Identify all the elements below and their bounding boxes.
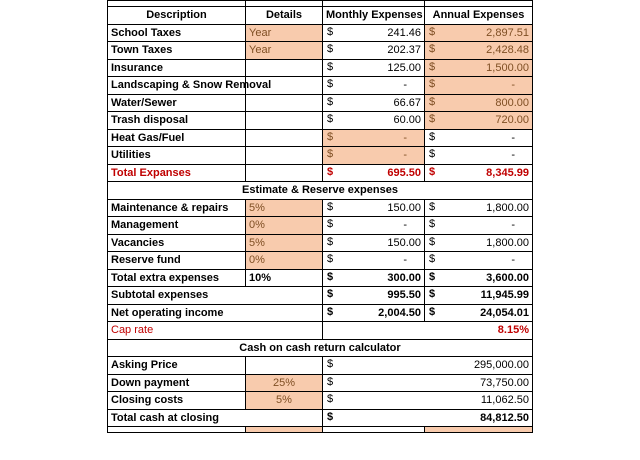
reserve-monthly[interactable] [323, 252, 425, 270]
expense-monthly[interactable] [323, 94, 425, 112]
currency-symbol: $ [327, 270, 334, 283]
expense-annual[interactable] [425, 77, 533, 95]
reserve-label[interactable]: Reserve fund [108, 252, 246, 270]
reserve-pct[interactable]: 0% [246, 252, 323, 270]
currency-symbol: $ [429, 288, 436, 300]
annual-value: 1,800.00 [486, 236, 529, 249]
noi-annual[interactable] [425, 304, 533, 322]
cash-label[interactable]: Asking Price [108, 357, 246, 375]
next-row-strip [108, 427, 533, 433]
monthly-value: 66.67 [393, 96, 421, 109]
reserve-row-vacancies [108, 234, 533, 252]
reserve-label[interactable]: Maintenance & repairs [108, 199, 246, 217]
expense-details[interactable] [246, 59, 323, 77]
subtotal-label[interactable]: Subtotal expenses [108, 287, 323, 305]
total-cash-row [108, 409, 533, 427]
annual-value: 2,897.51 [486, 26, 529, 39]
expense-monthly[interactable] [323, 42, 425, 60]
reserve-annual[interactable] [425, 252, 533, 270]
expense-label[interactable]: Heat Gas/Fuel [108, 129, 246, 147]
currency-symbol: $ [327, 113, 334, 125]
currency-symbol: $ [429, 25, 436, 38]
reserve-annual[interactable] [425, 199, 533, 217]
monthly-value: 202.37 [387, 44, 421, 57]
annual-value: 3,600.00 [486, 271, 529, 284]
total-cash-value[interactable] [323, 409, 533, 427]
monthly-value: - [403, 254, 407, 267]
reserve-monthly[interactable] [323, 234, 425, 252]
cash-pct[interactable] [246, 357, 323, 375]
reserve-label[interactable]: Vacancies [108, 234, 246, 252]
expense-annual[interactable] [425, 147, 533, 165]
currency-symbol: $ [327, 148, 334, 160]
reserve-pct[interactable]: 5% [246, 234, 323, 252]
total-extra-row [108, 269, 533, 287]
currency-symbol: $ [429, 43, 436, 55]
currency-symbol: $ [327, 43, 334, 55]
expense-row-landscaping [108, 77, 533, 95]
total-extra-label[interactable]: Total extra expenses [108, 269, 246, 287]
currency-symbol: $ [327, 358, 334, 370]
currency-symbol: $ [327, 375, 334, 388]
cash-row-down-payment [108, 374, 533, 392]
cap-rate-value[interactable]: 8.15% [323, 322, 533, 340]
reserve-monthly[interactable] [323, 217, 425, 235]
expense-label[interactable]: Water/Sewer [108, 94, 246, 112]
expense-monthly[interactable] [323, 24, 425, 42]
subtotal-annual[interactable] [425, 287, 533, 305]
expense-monthly[interactable] [323, 59, 425, 77]
cash-row-asking-price [108, 357, 533, 375]
expense-label[interactable]: Utilities [108, 147, 246, 165]
expense-monthly[interactable] [323, 77, 425, 95]
cash-amount: 73,750.00 [480, 376, 529, 389]
cash-section-header [108, 339, 533, 357]
total-extra-annual[interactable] [425, 269, 533, 287]
monthly-value: - [403, 149, 407, 162]
subtotal-monthly[interactable] [323, 287, 425, 305]
annual-value: 8,345.99 [486, 166, 529, 179]
expense-row-water-sewer [108, 94, 533, 112]
reserve-section-header [108, 182, 533, 200]
reserve-annual[interactable] [425, 234, 533, 252]
reserve-section-title[interactable]: Estimate & Reserve expenses [108, 182, 533, 200]
expense-monthly[interactable] [323, 112, 425, 130]
expense-annual[interactable] [425, 112, 533, 130]
expense-row-school-taxes [108, 24, 533, 42]
monthly-value: 695.50 [387, 166, 421, 179]
monthly-value: 995.50 [387, 289, 421, 302]
currency-symbol: $ [327, 25, 334, 38]
currency-symbol: $ [429, 253, 436, 265]
currency-symbol: $ [429, 113, 436, 125]
currency-symbol: $ [327, 218, 334, 230]
currency-symbol: $ [429, 165, 436, 178]
monthly-value: - [403, 219, 407, 232]
reserve-pct[interactable]: 5% [246, 199, 323, 217]
annual-value: 1,500.00 [486, 61, 529, 74]
expense-details[interactable] [246, 147, 323, 165]
expense-details[interactable] [246, 94, 323, 112]
header-details[interactable]: Details [246, 7, 323, 25]
currency-symbol: $ [327, 165, 334, 178]
expense-annual[interactable] [425, 59, 533, 77]
monthly-value: 150.00 [387, 201, 421, 214]
currency-symbol: $ [327, 60, 334, 73]
monthly-value: 300.00 [387, 271, 421, 284]
expense-label[interactable]: School Taxes [108, 24, 246, 42]
total-expenses-monthly[interactable] [323, 164, 425, 182]
currency-symbol: $ [429, 95, 436, 108]
expense-annual[interactable] [425, 42, 533, 60]
cash-section-title[interactable]: Cash on cash return calculator [108, 339, 533, 357]
currency-symbol: $ [429, 218, 436, 230]
partial-cell [108, 427, 246, 433]
annual-value: 1,800.00 [486, 201, 529, 214]
annual-value: - [511, 254, 515, 267]
rental-expense-table [107, 0, 533, 433]
total-cash-label[interactable]: Total cash at closing [108, 409, 323, 427]
expense-row-town-taxes [108, 42, 533, 60]
expense-label[interactable]: Insurance [108, 59, 246, 77]
expense-details[interactable] [246, 112, 323, 130]
expense-label[interactable]: Town Taxes [108, 42, 246, 60]
currency-symbol: $ [327, 288, 334, 300]
expense-monthly[interactable] [323, 147, 425, 165]
reserve-annual[interactable] [425, 217, 533, 235]
expense-label[interactable]: Landscaping & Snow Removal [108, 77, 246, 95]
currency-symbol: $ [429, 200, 436, 213]
currency-symbol: $ [429, 78, 436, 90]
currency-symbol: $ [327, 305, 334, 318]
total-extra-monthly[interactable] [323, 269, 425, 287]
reserve-row-management [108, 217, 533, 235]
total-expenses-annual[interactable] [425, 164, 533, 182]
expense-annual[interactable] [425, 129, 533, 147]
monthly-value: 241.46 [387, 26, 421, 39]
annual-value: - [511, 79, 515, 92]
total-expenses-details[interactable] [246, 164, 323, 182]
cash-row-closing-costs [108, 392, 533, 410]
cash-label[interactable]: Down payment [108, 374, 246, 392]
expense-annual[interactable] [425, 94, 533, 112]
currency-symbol: $ [327, 200, 334, 213]
cash-pct[interactable]: 5% [246, 392, 323, 410]
monthly-value: - [403, 79, 407, 92]
monthly-value: 60.00 [393, 114, 421, 127]
annual-value: - [511, 219, 515, 232]
partial-cell [425, 427, 533, 433]
cash-value[interactable] [323, 374, 533, 392]
annual-value: 24,054.01 [480, 306, 529, 319]
currency-symbol: $ [429, 130, 436, 143]
header-monthly[interactable]: Monthly Expenses [323, 7, 425, 25]
cash-pct[interactable]: 25% [246, 374, 323, 392]
header-annual[interactable]: Annual Expenses [425, 7, 533, 25]
monthly-value: 125.00 [387, 61, 421, 74]
expense-monthly[interactable] [323, 129, 425, 147]
monthly-value: 2,004.50 [378, 306, 421, 319]
annual-value: 11,945.99 [480, 289, 529, 302]
annual-value: 800.00 [495, 96, 529, 109]
monthly-value: 150.00 [387, 236, 421, 249]
partial-cell [323, 427, 425, 433]
currency-symbol: $ [327, 78, 334, 90]
currency-symbol: $ [327, 235, 334, 248]
currency-symbol: $ [327, 253, 334, 265]
total-expenses-row [108, 164, 533, 182]
annual-value: 720.00 [495, 114, 529, 127]
cash-amount: 84,812.50 [480, 411, 529, 424]
currency-symbol: $ [429, 60, 436, 73]
monthly-value: - [403, 131, 407, 144]
cap-rate-row [108, 322, 533, 340]
currency-symbol: $ [429, 270, 436, 283]
column-header-row [108, 7, 533, 25]
cash-value[interactable] [323, 392, 533, 410]
reserve-label[interactable]: Management [108, 217, 246, 235]
currency-symbol: $ [429, 235, 436, 248]
reserve-pct[interactable]: 0% [246, 217, 323, 235]
expense-details[interactable]: Year [246, 42, 323, 60]
header-description[interactable]: Description [108, 7, 246, 25]
annual-value: 2,428.48 [486, 44, 529, 57]
total-expenses-label[interactable]: Total Expanses [108, 164, 246, 182]
reserve-monthly[interactable] [323, 199, 425, 217]
expense-details[interactable]: Year [246, 24, 323, 42]
noi-row [108, 304, 533, 322]
currency-symbol: $ [327, 410, 334, 423]
expense-row-insurance [108, 59, 533, 77]
total-extra-pct[interactable]: 10% [246, 269, 323, 287]
currency-symbol: $ [327, 393, 334, 405]
cash-amount: 11,062.50 [480, 394, 529, 407]
reserve-row-reserve-fund [108, 252, 533, 270]
expense-row-utilities [108, 147, 533, 165]
expense-row-heat [108, 129, 533, 147]
expense-row-trash [108, 112, 533, 130]
cash-amount: 295,000.00 [473, 359, 529, 372]
subtotal-row [108, 287, 533, 305]
noi-label[interactable]: Net operating income [108, 304, 323, 322]
expense-label[interactable]: Trash disposal [108, 112, 246, 130]
expense-details[interactable] [246, 129, 323, 147]
cash-value[interactable] [323, 357, 533, 375]
spreadsheet [107, 0, 532, 433]
expense-annual[interactable] [425, 24, 533, 42]
reserve-row-maintenance [108, 199, 533, 217]
cap-rate-label[interactable]: Cap rate [108, 322, 323, 340]
noi-monthly[interactable] [323, 304, 425, 322]
partial-cell [246, 427, 323, 433]
currency-symbol: $ [429, 305, 436, 318]
currency-symbol: $ [327, 95, 334, 108]
annual-value: - [511, 149, 515, 162]
currency-symbol: $ [429, 148, 436, 160]
currency-symbol: $ [327, 130, 334, 143]
annual-value: - [511, 131, 515, 144]
cash-label[interactable]: Closing costs [108, 392, 246, 410]
